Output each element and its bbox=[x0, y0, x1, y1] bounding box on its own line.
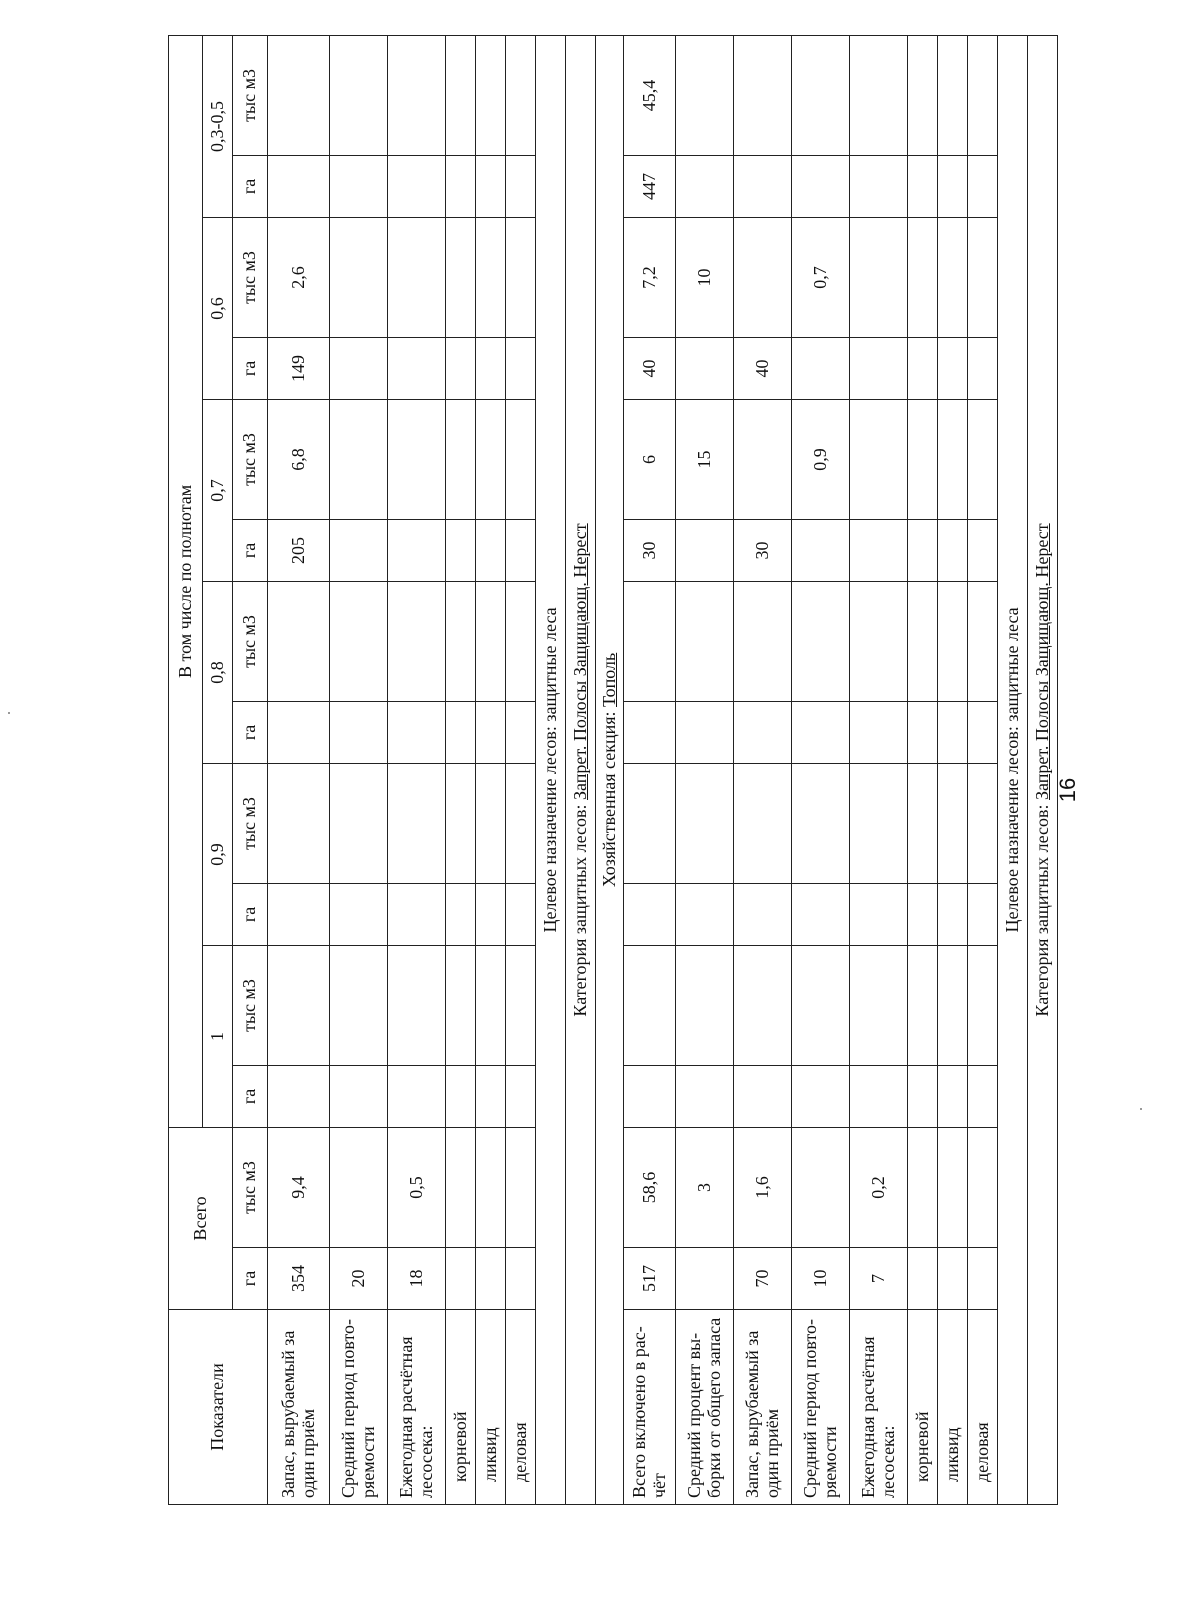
category-heading: Категория защитных лесов: Запрет. Полосы Защищающ. Нерест bbox=[566, 35, 596, 1504]
cell bbox=[330, 337, 388, 399]
header-density-1: 1 bbox=[203, 945, 233, 1127]
table-row bbox=[624, 35, 676, 1504]
cell bbox=[268, 701, 330, 763]
table-row bbox=[938, 35, 968, 1504]
header-density-06: 0,6 bbox=[203, 217, 233, 399]
cell bbox=[330, 1065, 388, 1127]
table-row bbox=[268, 35, 330, 1504]
category-heading: Категория защитных лесов: Запрет. Полосы Защищающ. Нерест bbox=[1028, 35, 1058, 1504]
unit-m3: тыс м3 bbox=[233, 763, 268, 883]
cell bbox=[330, 1127, 388, 1247]
cell bbox=[330, 945, 388, 1065]
row-label: деловая bbox=[968, 1310, 998, 1505]
unit-ha: га bbox=[233, 1248, 268, 1310]
cell bbox=[268, 581, 330, 701]
table-row bbox=[908, 35, 938, 1504]
cell: 30 bbox=[734, 519, 792, 581]
cell: 517 bbox=[624, 1248, 676, 1310]
cell bbox=[330, 581, 388, 701]
header-density-03-05: 0,3-0,5 bbox=[203, 35, 233, 217]
row-label: ликвид bbox=[938, 1310, 968, 1505]
cell: 149 bbox=[268, 337, 330, 399]
row-label: Средний период повто-ряемости bbox=[792, 1310, 850, 1505]
row-label: деловая bbox=[506, 1310, 536, 1505]
table-row bbox=[734, 35, 792, 1504]
row-label: Запас, вырубаемый за один приём bbox=[268, 1310, 330, 1505]
page-number: 16 bbox=[1055, 777, 1080, 803]
header-density-09: 0,9 bbox=[203, 763, 233, 945]
unit-ha: га bbox=[233, 519, 268, 581]
cell bbox=[330, 35, 388, 155]
unit-ha: га bbox=[233, 883, 268, 945]
header-density-08: 0,8 bbox=[203, 581, 233, 763]
row-label: корневой bbox=[446, 1310, 476, 1505]
cell bbox=[330, 883, 388, 945]
table-row bbox=[850, 35, 908, 1504]
cell bbox=[330, 701, 388, 763]
cell: 45,4 bbox=[624, 35, 676, 155]
unit-m3: тыс м3 bbox=[233, 35, 268, 155]
unit-m3: тыс м3 bbox=[233, 399, 268, 519]
cell: 3 bbox=[676, 1127, 734, 1247]
cell bbox=[388, 1065, 446, 1127]
unit-m3: тыс м3 bbox=[233, 1127, 268, 1247]
cell: 18 bbox=[388, 1248, 446, 1310]
cell bbox=[330, 763, 388, 883]
unit-ha: га bbox=[233, 337, 268, 399]
row-label: Средний период повто-ряемости bbox=[330, 1310, 388, 1505]
cell: 20 bbox=[330, 1248, 388, 1310]
forest-allowance-table bbox=[168, 35, 1058, 1505]
cell bbox=[268, 883, 330, 945]
cell: 7 bbox=[850, 1248, 908, 1310]
row-label: Ежегодная расчётная лесосека: bbox=[388, 1310, 446, 1505]
cell bbox=[388, 155, 446, 217]
purpose-heading: Целевое назначение лесов: защитные леса bbox=[998, 35, 1028, 1504]
cell: 7,2 bbox=[624, 217, 676, 337]
cell: 2,6 bbox=[268, 217, 330, 337]
scan-speck bbox=[8, 712, 10, 714]
cell bbox=[388, 701, 446, 763]
cell bbox=[330, 217, 388, 337]
cell: 6,8 bbox=[268, 399, 330, 519]
section-heading: Хозяйственная секция: Тополь bbox=[596, 35, 624, 1504]
cell bbox=[330, 399, 388, 519]
scan-speck bbox=[1140, 1108, 1142, 1110]
cell: 70 bbox=[734, 1248, 792, 1310]
cell bbox=[268, 763, 330, 883]
unit-m3: тыс м3 bbox=[233, 945, 268, 1065]
table-row bbox=[388, 35, 446, 1504]
cell: 447 bbox=[624, 155, 676, 217]
header-indicators: Показатели bbox=[169, 1310, 268, 1505]
unit-ha: га bbox=[233, 701, 268, 763]
cell: 1,6 bbox=[734, 1127, 792, 1247]
row-label: Всего включено в рас-чёт bbox=[624, 1310, 676, 1505]
cell: 0,5 bbox=[388, 1127, 446, 1247]
table-row bbox=[792, 35, 850, 1504]
table-row bbox=[476, 35, 506, 1504]
cell: 30 bbox=[624, 519, 676, 581]
table-row bbox=[968, 35, 998, 1504]
cell: 6 bbox=[624, 399, 676, 519]
cell bbox=[388, 581, 446, 701]
cell bbox=[330, 519, 388, 581]
row-label: Запас, вырубаемый за один приём bbox=[734, 1310, 792, 1505]
cell bbox=[268, 35, 330, 155]
cell: 40 bbox=[734, 337, 792, 399]
header-including-by-density: В том числе по полнотам bbox=[169, 35, 203, 1127]
cell bbox=[268, 155, 330, 217]
cell bbox=[388, 763, 446, 883]
cell bbox=[388, 945, 446, 1065]
cell: 0,2 bbox=[850, 1127, 908, 1247]
row-label: Ежегодная расчётная лесосека: bbox=[850, 1310, 908, 1505]
cell bbox=[268, 945, 330, 1065]
cell bbox=[330, 155, 388, 217]
cell: 9,4 bbox=[268, 1127, 330, 1247]
cell bbox=[388, 35, 446, 155]
cell: 10 bbox=[676, 217, 734, 337]
row-label: ликвид bbox=[476, 1310, 506, 1505]
cell: 15 bbox=[676, 399, 734, 519]
cell: 0,7 bbox=[792, 217, 850, 337]
table-row bbox=[446, 35, 476, 1504]
cell: 10 bbox=[792, 1248, 850, 1310]
purpose-heading: Целевое назначение лесов: защитные леса bbox=[536, 35, 566, 1504]
cell: 205 bbox=[268, 519, 330, 581]
rotated-table-sheet bbox=[168, 69, 1052, 1505]
cell: 58,6 bbox=[624, 1127, 676, 1247]
unit-ha: га bbox=[233, 1065, 268, 1127]
unit-m3: тыс м3 bbox=[233, 581, 268, 701]
cell bbox=[268, 1065, 330, 1127]
table-row bbox=[330, 35, 388, 1504]
table-row bbox=[506, 35, 536, 1504]
cell bbox=[388, 519, 446, 581]
cell bbox=[388, 217, 446, 337]
row-label: корневой bbox=[908, 1310, 938, 1505]
header-density-07: 0,7 bbox=[203, 399, 233, 581]
unit-m3: тыс м3 bbox=[233, 217, 268, 337]
row-label: Средний процент вы-борки от общего запаса bbox=[676, 1310, 734, 1505]
cell: 0,9 bbox=[792, 399, 850, 519]
table-row bbox=[676, 35, 734, 1504]
header-total: Всего bbox=[169, 1127, 233, 1309]
cell bbox=[388, 883, 446, 945]
cell bbox=[388, 399, 446, 519]
cell: 40 bbox=[624, 337, 676, 399]
unit-ha: га bbox=[233, 155, 268, 217]
cell: 354 bbox=[268, 1248, 330, 1310]
cell bbox=[388, 337, 446, 399]
